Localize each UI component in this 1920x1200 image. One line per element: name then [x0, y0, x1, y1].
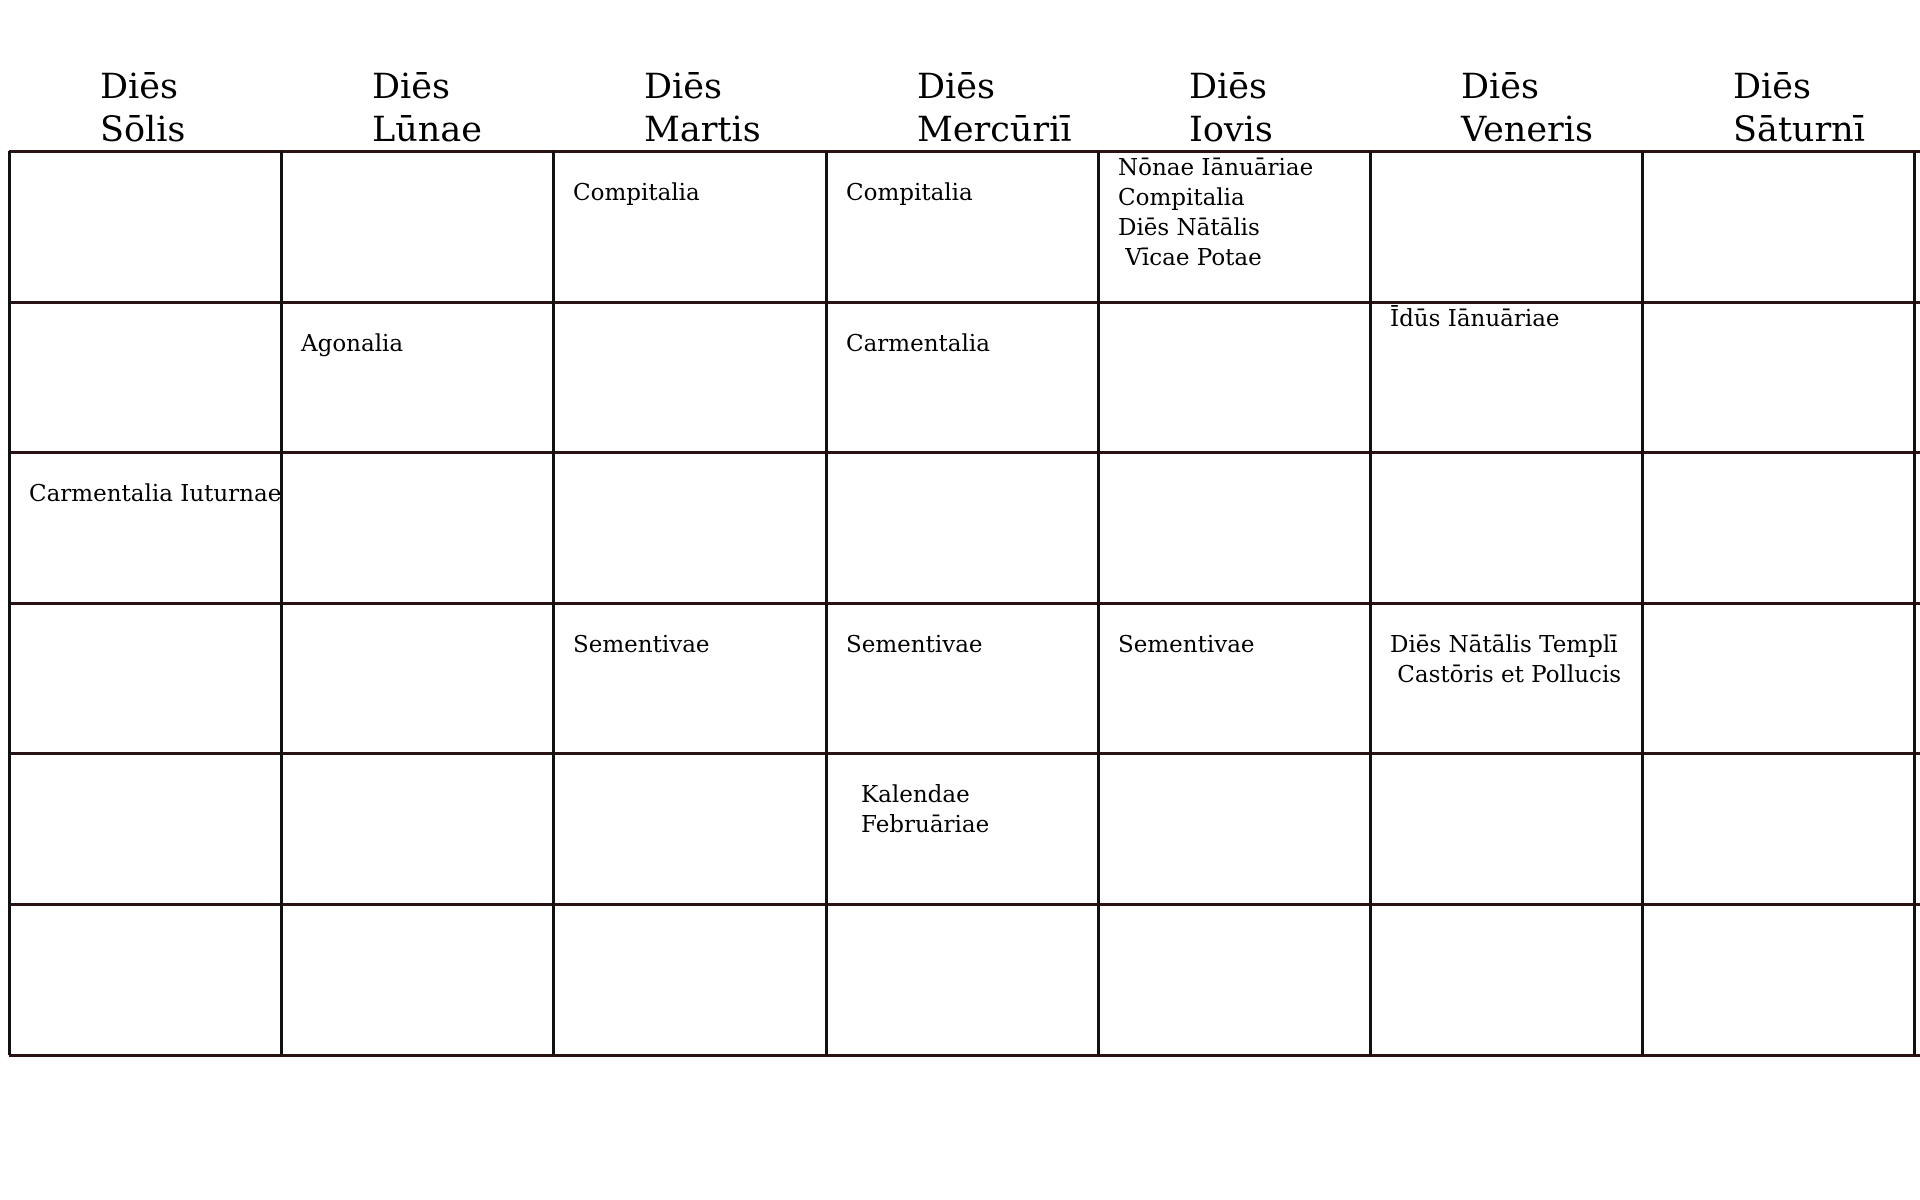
weekday-header-line2: Veneris	[1461, 110, 1593, 150]
weekday-header-line2: Mercūriī	[917, 110, 1072, 150]
event-text-line: Compitalia	[846, 180, 973, 206]
weekday-header-line1: Diēs	[100, 67, 178, 107]
event-text-line: Sementivae	[846, 632, 983, 658]
grid-column-line	[825, 151, 828, 1055]
weekday-header	[1189, 66, 1273, 152]
calendar-event[interactable]	[573, 630, 710, 660]
weekday-header-line2: Martis	[644, 110, 761, 150]
weekday-header-line1: Diēs	[1461, 67, 1539, 107]
event-text-line: Vīcae Potae	[1118, 245, 1262, 271]
calendar-event[interactable]	[846, 630, 983, 660]
calendar-event[interactable]	[1118, 153, 1313, 273]
event-text-line: Sementivae	[573, 632, 710, 658]
grid-row-line	[9, 150, 1920, 153]
weekday-header-line1: Diēs	[1733, 67, 1811, 107]
event-text-line: Diēs Nātālis	[1118, 215, 1260, 241]
grid-row-line	[9, 451, 1920, 454]
event-text-line: Sementivae	[1118, 632, 1255, 658]
grid-row-line	[9, 1054, 1920, 1057]
event-text-line: Diēs Nātālis Templī	[1390, 632, 1618, 658]
grid-column-line	[8, 151, 11, 1055]
weekday-header-line1: Diēs	[917, 67, 995, 107]
event-text-line: Compitalia	[1118, 185, 1245, 211]
calendar-event[interactable]	[846, 329, 990, 359]
grid-column-line	[1913, 151, 1916, 1055]
weekday-header-line2: Iovis	[1189, 110, 1273, 150]
grid-column-line	[280, 151, 283, 1055]
event-text-line: Compitalia	[573, 180, 700, 206]
calendar-event[interactable]	[861, 780, 989, 840]
event-text-line: Kalendae	[861, 782, 970, 808]
event-text-line: Carmentalia Iuturnae	[29, 481, 282, 507]
weekday-header	[100, 66, 185, 152]
grid-row-line	[9, 602, 1920, 605]
weekday-header-line1: Diēs	[1189, 67, 1267, 107]
weekday-header-line2: Lūnae	[372, 110, 482, 150]
grid-column-line	[1097, 151, 1100, 1055]
calendar-event[interactable]	[846, 178, 973, 208]
event-text-line: Castōris et Pollucis	[1390, 662, 1622, 688]
weekday-header-line1: Diēs	[372, 67, 450, 107]
weekday-header	[917, 66, 1072, 152]
calendar-event[interactable]	[1390, 630, 1621, 690]
calendar-event[interactable]	[1118, 630, 1255, 660]
grid-column-line	[1369, 151, 1372, 1055]
grid-row-line	[9, 903, 1920, 906]
event-text-line: Agonalia	[301, 331, 404, 357]
weekday-header	[372, 66, 482, 152]
grid-column-line	[1641, 151, 1644, 1055]
event-text-line: Carmentalia	[846, 331, 990, 357]
weekday-header-line1: Diēs	[644, 67, 722, 107]
calendar-event[interactable]	[1390, 304, 1560, 334]
calendar-event[interactable]	[301, 329, 403, 359]
calendar-event[interactable]	[29, 479, 281, 509]
calendar-event[interactable]	[573, 178, 700, 208]
calendar-grid	[9, 151, 1920, 1055]
event-text-line: Īdūs Iānuāriae	[1390, 306, 1560, 332]
grid-row-line	[9, 752, 1920, 755]
weekday-header	[644, 66, 761, 152]
grid-column-line	[552, 151, 555, 1055]
grid-row-line	[9, 301, 1920, 304]
weekday-header	[1461, 66, 1593, 152]
weekday-header-line2: Sāturnī	[1733, 110, 1865, 150]
event-text-line: Februāriae	[861, 812, 990, 838]
event-text-line: Nōnae Iānuāriae	[1118, 155, 1314, 181]
weekday-header	[1733, 66, 1865, 152]
weekday-header-line2: Sōlis	[100, 110, 186, 150]
